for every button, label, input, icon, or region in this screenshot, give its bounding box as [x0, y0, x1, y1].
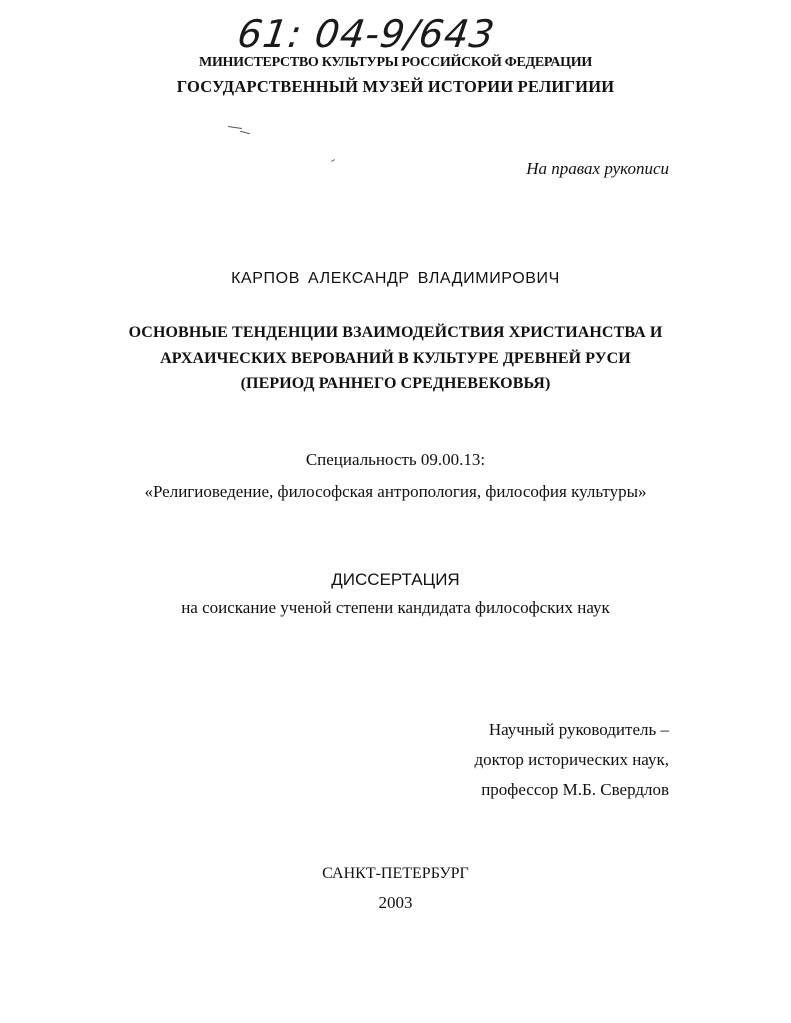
year: 2003: [378, 893, 413, 912]
scan-mark: [331, 159, 335, 162]
dissertation-title-line: (ПЕРИОД РАННЕГО СРЕДНЕВЕКОВЬЯ): [240, 375, 551, 392]
scan-mark: [228, 126, 242, 129]
museum-heading: ГОСУДАРСТВЕННЫЙ МУЗЕЙ ИСТОРИИ РЕЛИГИИИ: [176, 77, 615, 96]
dissertation-title-line: АРХАИЧЕСКИХ ВЕРОВАНИЙ В КУЛЬТУРЕ ДРЕВНЕЙ РУСИ: [160, 350, 631, 367]
rights-note: На правах рукописи: [526, 159, 669, 178]
city: САНКТ-ПЕТЕРБУРГ: [322, 865, 469, 882]
scan-mark: [240, 131, 250, 134]
supervisor-role: Научный руководитель –: [488, 720, 669, 739]
specialty-name: «Религиоведение, философская антропология, философия культуры»: [144, 482, 647, 501]
work-type: ДИССЕРТАЦИЯ: [331, 570, 460, 589]
handwritten-catalog-number: 61: 04-9/643: [234, 12, 498, 56]
supervisor-degree: доктор исторических наук,: [474, 750, 669, 769]
supervisor-name: профессор М.Б. Свердлов: [481, 780, 669, 799]
author-name: КАРПОВ АЛЕКСАНДР ВЛАДИМИРОВИЧ: [231, 270, 560, 287]
ministry-heading: МИНИСТЕРСТВО КУЛЬТУРЫ РОССИЙСКОЙ ФЕДЕРАЦИИ: [199, 55, 592, 70]
specialty-code: Специальность 09.00.13:: [305, 450, 486, 469]
dissertation-title-line: ОСНОВНЫЕ ТЕНДЕНЦИИ ВЗАИМОДЕЙСТВИЯ ХРИСТИАНСТВА И: [128, 324, 663, 341]
degree-statement: на соискание ученой степени кандидата философских наук: [181, 598, 610, 617]
